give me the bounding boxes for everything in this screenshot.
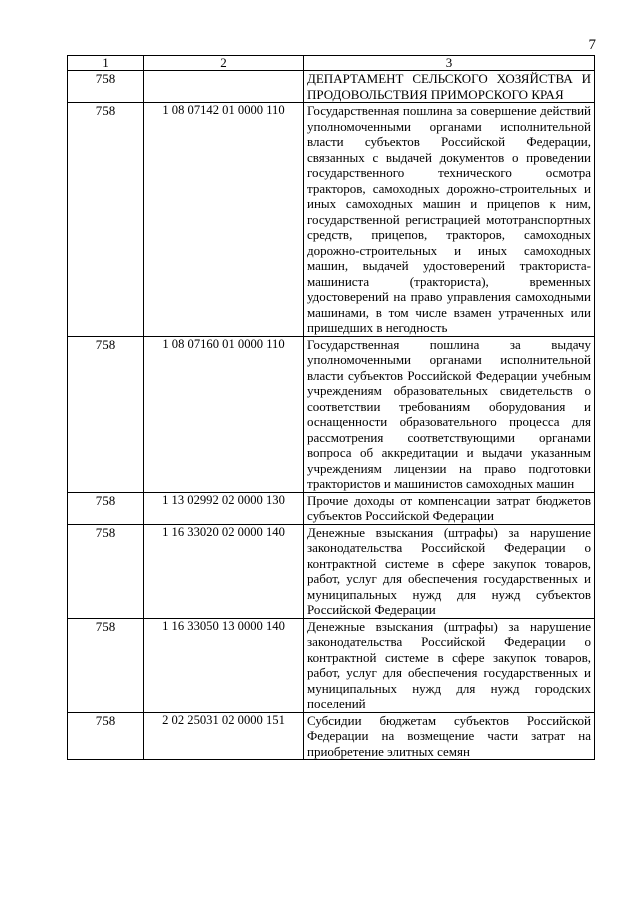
kbk-code-cell: 1 08 07142 01 0000 110 [144,103,304,337]
kbk-code-cell [144,71,304,103]
admin-code-cell: 758 [68,336,144,492]
kbk-code-cell: 1 13 02992 02 0000 130 [144,492,304,524]
kbk-code-cell: 1 16 33020 02 0000 140 [144,524,304,618]
table-row [68,71,595,103]
admin-code-cell: 758 [68,712,144,760]
page-number: 7 [588,37,596,53]
admin-code-cell: 758 [68,71,144,103]
revenue-description-cell: Денежные взыскания (штрафы) за нарушение законодательства Российской Федерации о контрактной системе в сфере закупок товаров, работ, услуг для обеспечения государственных и муниципальных нужд для нужд городских поселений [304,618,595,712]
table-row [68,336,595,492]
table-row [68,618,595,712]
admin-code-cell: 758 [68,524,144,618]
table-body [68,71,595,760]
revenue-description-cell: Государственная пошлина за совершение действий уполномоченными органами исполнительной власти субъектов Российской Федерации, связанных с выдачей документов о проведении государственного технического осмотра тракторов, самоходных дорожно-строительных и иных самоходных машин и прицепов к ним, государственной регистрацией мототранспортных средств, прицепов, тракторов, самоходных дорожно-строительных и иных самоходных машин, выдачей удостоверений тракториста-машиниста (тракториста), временных удостоверений на право управления самоходными машинами, в том числе взамен утраченных или пришедших в негодность [304,103,595,337]
revenue-description-cell: Государственная пошлина за выдачу уполномоченными органами исполнительной власти субъектов Российской Федерации учебным учреждениям образовательных свидетельств о соответствии требованиям оборудования и оснащенности образовательного процесса для рассмотрения соответствующими органами вопроса об аккредитации и выдачи указанным учреждениям лицензии на право подготовки трактористов и машинистов самоходных машин [304,336,595,492]
header-col-3: 3 [304,56,595,71]
table-header-row [68,56,595,71]
header-col-2: 2 [144,56,304,71]
table-row [68,492,595,524]
admin-code-cell: 758 [68,103,144,337]
department-heading-cell: ДЕПАРТАМЕНТ СЕЛЬСКОГО ХОЗЯЙСТВА И ПРОДОВОЛЬСТВИЯ ПРИМОРСКОГО КРАЯ [304,71,595,103]
table-row [68,103,595,337]
table-row [68,712,595,760]
table-header [68,56,595,71]
admin-code-cell: 758 [68,618,144,712]
revenue-description-cell: Субсидии бюджетам субъектов Российской Федерации на возмещение части затрат на приобретение элитных семян [304,712,595,760]
table-row [68,524,595,618]
kbk-code-cell: 2 02 25031 02 0000 151 [144,712,304,760]
admin-code-cell: 758 [68,492,144,524]
header-col-1: 1 [68,56,144,71]
kbk-code-cell: 1 16 33050 13 0000 140 [144,618,304,712]
revenue-description-cell: Прочие доходы от компенсации затрат бюджетов субъектов Российской Федерации [304,492,595,524]
revenue-description-cell: Денежные взыскания (штрафы) за нарушение законодательства Российской Федерации о контрактной системе в сфере закупок товаров, работ, услуг для обеспечения государственных и муниципальных нужд для нужд субъектов Российской Федерации [304,524,595,618]
revenue-codes-table [67,55,595,760]
kbk-code-cell: 1 08 07160 01 0000 110 [144,336,304,492]
